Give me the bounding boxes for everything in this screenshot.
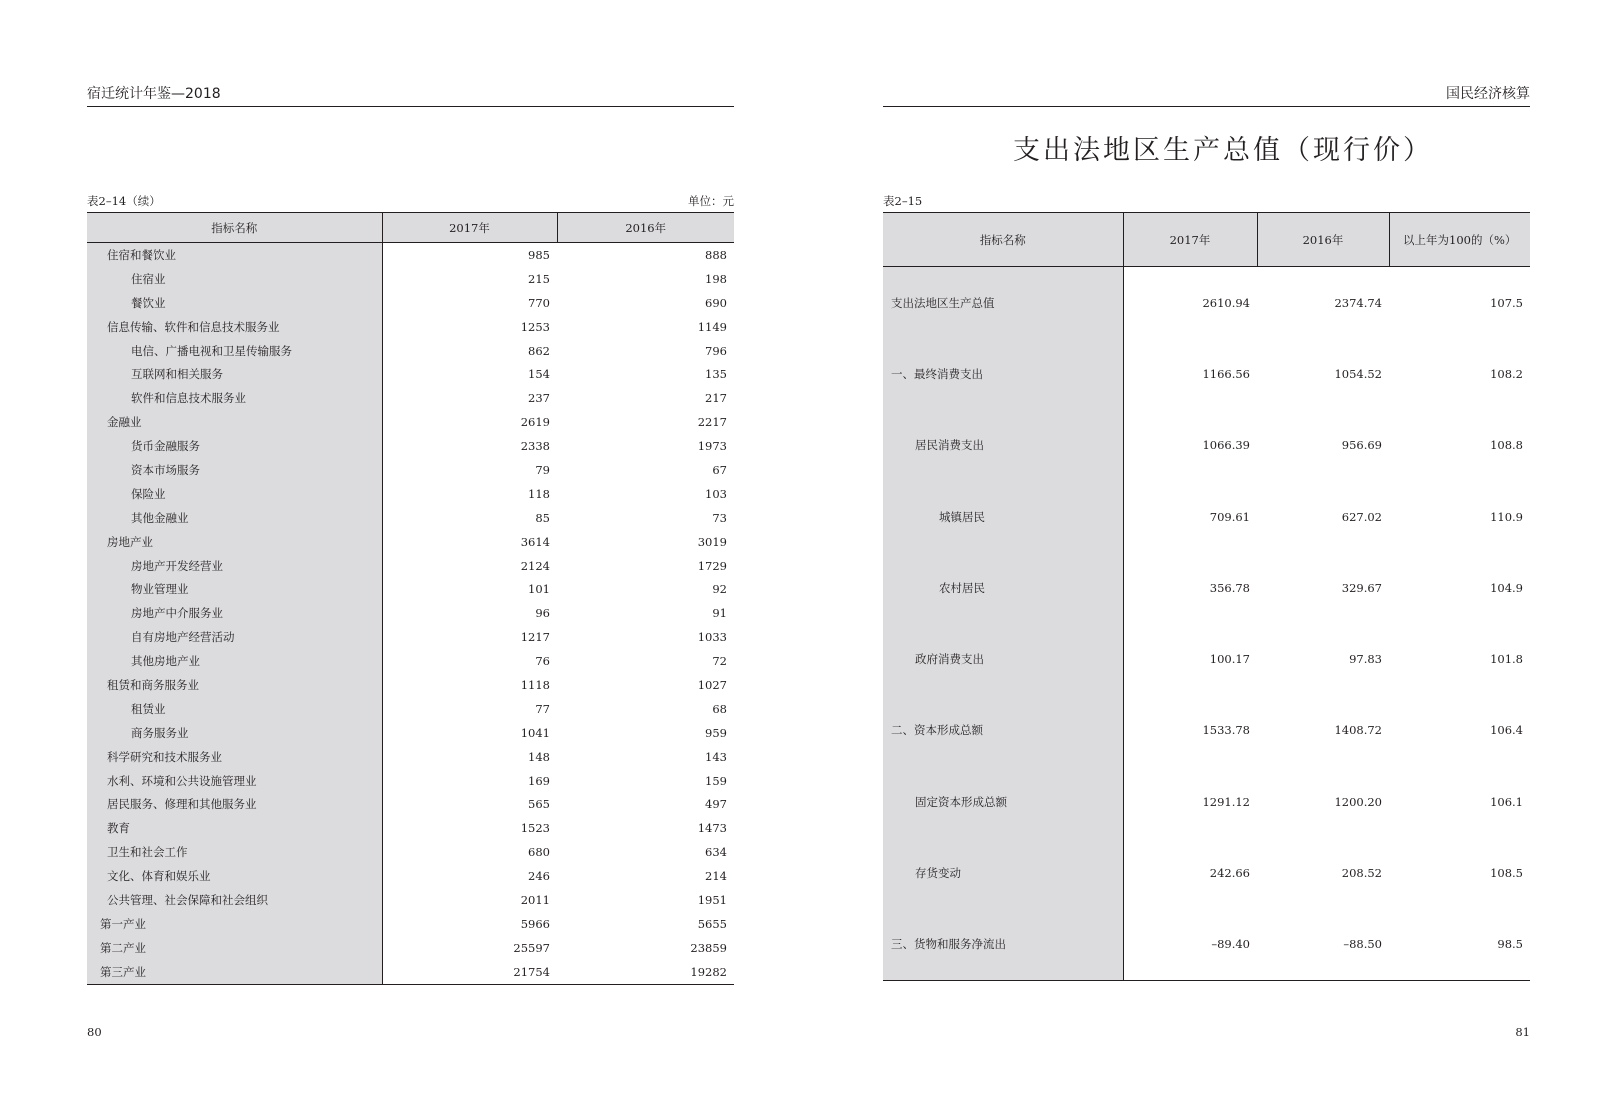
value-2017: 1041 <box>520 725 550 740</box>
value-index: 101.8 <box>1490 652 1523 667</box>
row-label: 三、货物和服务净流出 <box>883 909 1123 981</box>
table-row <box>87 816 734 840</box>
value-2017: –89.40 <box>1123 909 1257 981</box>
running-head-right: 国民经济核算 <box>883 84 1530 107</box>
row-label: 餐饮业 <box>87 291 382 315</box>
value-2017: 148 <box>528 749 550 764</box>
value-2016: 72 <box>712 654 727 669</box>
value-2016: 3019 <box>697 534 727 549</box>
value-index: 108.5 <box>1490 866 1523 881</box>
row-label: 二、资本形成总额 <box>883 695 1123 766</box>
table-row <box>883 766 1530 837</box>
value-2016: 1729 <box>697 558 727 573</box>
value-2017: 1253 <box>520 319 550 334</box>
value-2016: 888 <box>705 247 727 262</box>
table-row <box>87 434 734 458</box>
row-label: 住宿和餐饮业 <box>87 243 382 267</box>
table-row <box>87 649 734 673</box>
row-label: 第二产业 <box>87 936 382 960</box>
value-2016: 1054.52 <box>1334 366 1382 381</box>
row-label: 农村居民 <box>883 552 1123 623</box>
value-2016: 1973 <box>697 439 727 454</box>
page-number: 81 <box>1515 1025 1530 1039</box>
value-2016: 329.67 <box>1341 580 1382 595</box>
row-label: 城镇居民 <box>883 481 1123 552</box>
value-2016: 1473 <box>697 821 727 836</box>
value-2017: 154 <box>528 367 550 382</box>
value-2017: 1166.56 <box>1202 366 1250 381</box>
value-2016: 68 <box>712 701 727 716</box>
row-label: 金融业 <box>87 410 382 434</box>
row-label: 固定资本形成总额 <box>883 766 1123 837</box>
table-row <box>87 673 734 697</box>
row-label: 卫生和社会工作 <box>87 840 382 864</box>
table-header-row <box>883 213 1530 267</box>
table-row <box>87 936 734 960</box>
column-header-2016: 2016年 <box>1257 213 1389 267</box>
row-label: 居民服务、修理和其他服务业 <box>87 792 382 816</box>
value-2016: –88.50 <box>1257 909 1389 981</box>
table-header-row <box>87 213 734 243</box>
running-head-left: 宿迁统计年鉴—2018 <box>87 84 734 107</box>
row-label: 物业管理业 <box>87 577 382 601</box>
row-label: 电信、广播电视和卫星传输服务 <box>87 339 382 363</box>
table-row <box>87 912 734 936</box>
value-2016: 135 <box>705 367 727 382</box>
value-2017: 242.66 <box>1209 866 1250 881</box>
row-label: 政府消费支出 <box>883 623 1123 694</box>
value-index: 106.4 <box>1490 723 1523 738</box>
value-2017: 246 <box>528 869 550 884</box>
table-row <box>87 243 734 267</box>
row-label: 第一产业 <box>87 912 382 936</box>
table-row <box>883 267 1530 339</box>
row-label: 租赁业 <box>87 697 382 721</box>
value-2016: 497 <box>705 797 727 812</box>
value-2017: 2124 <box>520 558 550 573</box>
page-number: 80 <box>87 1025 102 1039</box>
value-2017: 5966 <box>520 916 550 931</box>
row-label: 一、最终消费支出 <box>883 338 1123 409</box>
table-row <box>87 601 734 625</box>
value-2016: 956.69 <box>1341 438 1382 453</box>
row-label: 资本市场服务 <box>87 458 382 482</box>
row-label: 支出法地区生产总值 <box>883 267 1123 339</box>
expenditure-gdp-table <box>883 212 1530 981</box>
value-2017: 96 <box>535 606 550 621</box>
row-label: 水利、环境和公共设施管理业 <box>87 769 382 793</box>
value-2016: 19282 <box>557 960 734 984</box>
table-row <box>87 362 734 386</box>
value-2017: 1118 <box>520 677 550 692</box>
table-row <box>883 837 1530 908</box>
table-row <box>883 909 1530 981</box>
value-index: 108.8 <box>1490 438 1523 453</box>
value-2017: 2338 <box>520 439 550 454</box>
table-row <box>87 625 734 649</box>
value-2017: 237 <box>528 391 550 406</box>
table-row <box>883 338 1530 409</box>
value-2017: 3614 <box>520 534 550 549</box>
value-2017: 85 <box>535 510 550 525</box>
value-2016: 159 <box>705 773 727 788</box>
column-header-index: 以上年为100的（%） <box>1389 213 1530 267</box>
row-label: 房地产业 <box>87 530 382 554</box>
table-row <box>87 339 734 363</box>
value-2016: 2217 <box>697 415 727 430</box>
table-row <box>87 840 734 864</box>
column-header-2017: 2017年 <box>1123 213 1257 267</box>
table-row <box>87 697 734 721</box>
row-label: 保险业 <box>87 482 382 506</box>
value-2017: 215 <box>528 271 550 286</box>
table-row <box>883 552 1530 623</box>
row-label: 科学研究和技术服务业 <box>87 745 382 769</box>
table-row <box>87 792 734 816</box>
row-label: 房地产开发经营业 <box>87 554 382 578</box>
value-2017: 1217 <box>520 630 550 645</box>
value-index: 108.2 <box>1490 366 1523 381</box>
value-2016: 97.83 <box>1349 652 1382 667</box>
value-2017: 709.61 <box>1209 509 1250 524</box>
row-label: 互联网和相关服务 <box>87 362 382 386</box>
table-row <box>87 530 734 554</box>
row-label: 教育 <box>87 816 382 840</box>
value-2016: 91 <box>712 606 727 621</box>
value-2016: 92 <box>712 582 727 597</box>
value-2017: 21754 <box>382 960 557 984</box>
value-2017: 2011 <box>520 892 550 907</box>
row-label: 住宿业 <box>87 267 382 291</box>
table-row <box>87 769 734 793</box>
value-2017: 985 <box>528 247 550 262</box>
value-2017: 169 <box>528 773 550 788</box>
value-2017: 1066.39 <box>1202 438 1250 453</box>
value-2016: 5655 <box>697 916 727 931</box>
value-index: 98.5 <box>1389 909 1530 981</box>
value-2017: 680 <box>528 845 550 860</box>
row-label: 其他金融业 <box>87 506 382 530</box>
row-label: 信息传输、软件和信息技术服务业 <box>87 315 382 339</box>
value-2016: 1149 <box>697 319 727 334</box>
column-header-2017: 2017年 <box>382 213 557 243</box>
table-row <box>883 410 1530 481</box>
table-row <box>87 315 734 339</box>
value-2017: 2619 <box>520 415 550 430</box>
value-2016: 2374.74 <box>1334 295 1382 310</box>
value-2016: 143 <box>705 749 727 764</box>
table-label: 表2–15 <box>883 194 923 208</box>
table-row <box>87 482 734 506</box>
table-row <box>883 695 1530 766</box>
value-2016: 73 <box>712 510 727 525</box>
row-label: 房地产中介服务业 <box>87 601 382 625</box>
row-label: 自有房地产经营活动 <box>87 625 382 649</box>
value-2016: 1027 <box>697 677 727 692</box>
value-2016: 208.52 <box>1341 866 1382 881</box>
table-row <box>87 721 734 745</box>
value-2016: 1408.72 <box>1334 723 1382 738</box>
value-index: 106.1 <box>1490 794 1523 809</box>
row-label: 第三产业 <box>87 960 382 984</box>
table-row <box>883 623 1530 694</box>
value-2017: 77 <box>535 701 550 716</box>
row-label: 商务服务业 <box>87 721 382 745</box>
table-label: 表2–14（续） <box>87 194 161 208</box>
column-header-2016: 2016年 <box>557 213 734 243</box>
table-row <box>87 745 734 769</box>
value-2016: 634 <box>705 845 727 860</box>
value-2016: 1033 <box>697 630 727 645</box>
row-label: 软件和信息技术服务业 <box>87 386 382 410</box>
right-page <box>804 0 1609 1099</box>
table-row <box>87 291 734 315</box>
value-2017: 2610.94 <box>1202 295 1250 310</box>
value-2016: 1951 <box>697 892 727 907</box>
income-table <box>87 212 734 985</box>
value-2017: 770 <box>528 295 550 310</box>
table-row <box>87 410 734 434</box>
value-2017: 76 <box>535 654 550 669</box>
row-label: 其他房地产业 <box>87 649 382 673</box>
row-label: 文化、体育和娱乐业 <box>87 864 382 888</box>
table-row <box>87 458 734 482</box>
row-label: 存货变动 <box>883 837 1123 908</box>
value-2017: 1523 <box>520 821 550 836</box>
value-2016: 959 <box>705 725 727 740</box>
column-header-name: 指标名称 <box>87 213 382 243</box>
value-2017: 565 <box>528 797 550 812</box>
value-2016: 214 <box>705 869 727 884</box>
value-index: 110.9 <box>1490 509 1523 524</box>
row-label: 公共管理、社会保障和社会组织 <box>87 888 382 912</box>
table-row <box>87 960 734 984</box>
row-label: 租赁和商务服务业 <box>87 673 382 697</box>
value-2017: 100.17 <box>1209 652 1250 667</box>
value-2017: 356.78 <box>1209 580 1250 595</box>
table-row <box>883 481 1530 552</box>
value-2017: 101 <box>528 582 550 597</box>
value-2017: 862 <box>528 343 550 358</box>
value-2016: 67 <box>712 462 727 477</box>
value-2017: 118 <box>528 486 550 501</box>
table-row <box>87 386 734 410</box>
column-header-name: 指标名称 <box>883 213 1123 267</box>
value-2017: 25597 <box>513 940 550 955</box>
value-2016: 796 <box>705 343 727 358</box>
value-2016: 103 <box>705 486 727 501</box>
value-index: 104.9 <box>1490 580 1523 595</box>
value-2016: 217 <box>705 391 727 406</box>
table-row <box>87 888 734 912</box>
value-2016: 23859 <box>690 940 727 955</box>
unit-label: 单位：元 <box>688 194 734 208</box>
value-2016: 627.02 <box>1341 509 1382 524</box>
table-row <box>87 554 734 578</box>
table-row <box>87 864 734 888</box>
left-page <box>0 0 804 1099</box>
row-label: 货币金融服务 <box>87 434 382 458</box>
value-2016: 690 <box>705 295 727 310</box>
value-2017: 1533.78 <box>1202 723 1250 738</box>
page-title: 支出法地区生产总值（现行价） <box>1013 135 1433 166</box>
row-label: 居民消费支出 <box>883 410 1123 481</box>
table-row <box>87 506 734 530</box>
value-index: 107.5 <box>1490 295 1523 310</box>
value-2016: 1200.20 <box>1334 794 1382 809</box>
value-2017: 1291.12 <box>1202 794 1250 809</box>
value-2017: 79 <box>535 462 550 477</box>
table-row <box>87 577 734 601</box>
table-row <box>87 267 734 291</box>
value-2016: 198 <box>705 271 727 286</box>
